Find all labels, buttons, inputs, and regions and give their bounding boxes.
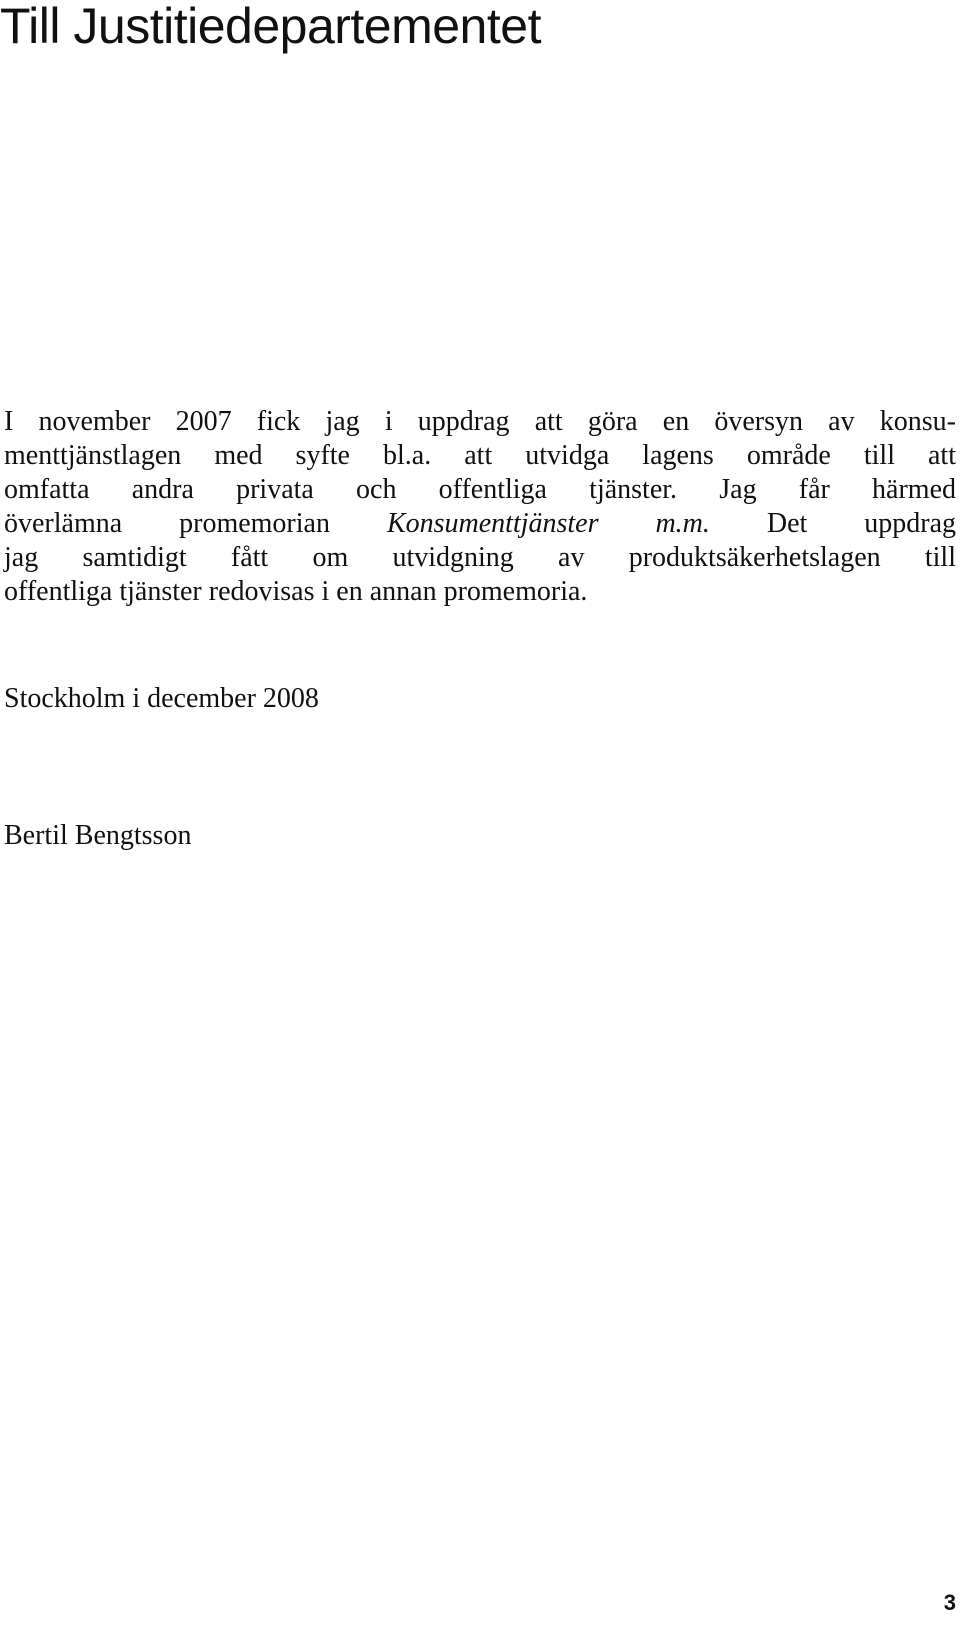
paragraph-line: I november 2007 fick jag i uppdrag att göra en översyn av konsu- (4, 406, 956, 437)
paragraph-text-segment: överlämna promemorian (4, 508, 330, 539)
body-paragraph (4, 405, 956, 609)
page-heading: Till Justitiedepartementet (0, 0, 541, 54)
paragraph-line: menttjänstlagen med syfte bl.a. att utvidga lagens område till att (4, 440, 956, 471)
paragraph-line: offentliga tjänster redovisas i en annan promemoria. (4, 576, 588, 607)
signature-name: Bertil Bengtsson (4, 820, 192, 851)
paragraph-line: omfatta andra privata och offentliga tjänster. Jag får härmed (4, 474, 956, 505)
paragraph-line (4, 507, 956, 541)
paragraph-text-segment: Det uppdrag (766, 508, 957, 539)
place-date: Stockholm i december 2008 (4, 683, 319, 714)
paragraph-line: jag samtidigt fått om utvidgning av produktsäkerhetslagen till (4, 542, 956, 573)
report-title: Konsumenttjänster m.m. (386, 508, 710, 539)
page-number: 3 (943, 1590, 956, 1615)
